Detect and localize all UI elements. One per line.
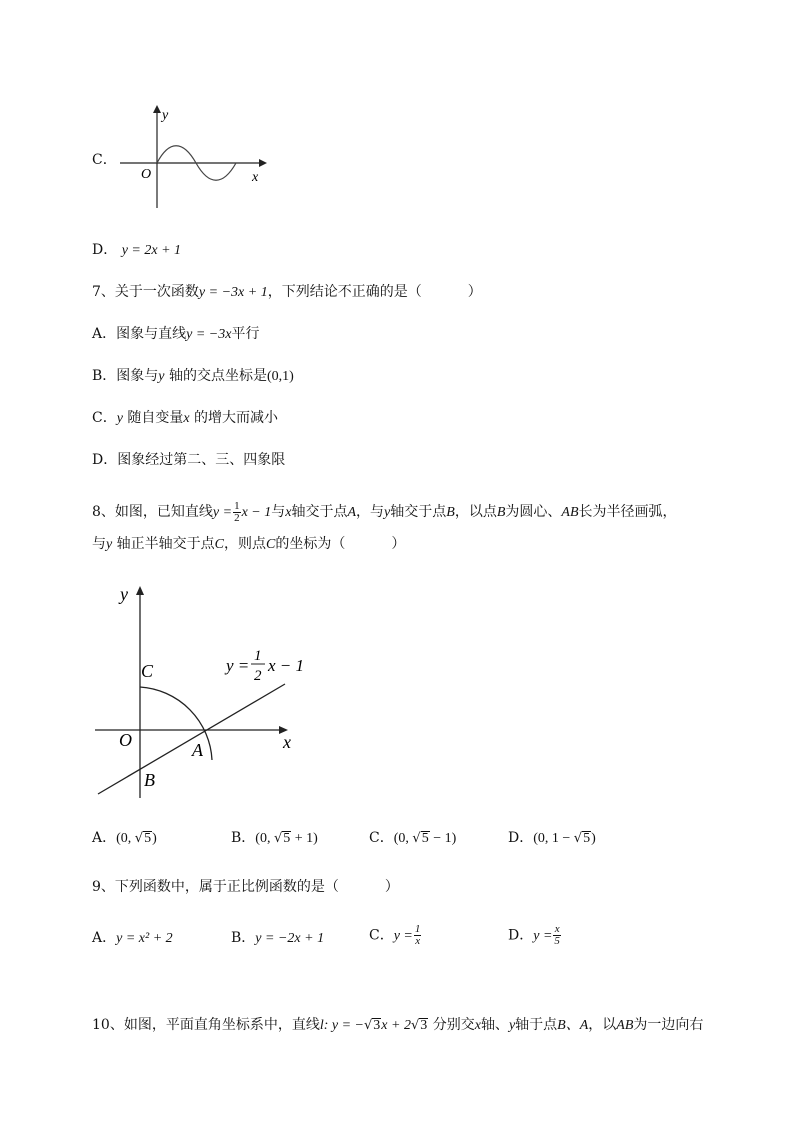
q10-stem-var-y: y (508, 1018, 516, 1033)
q10-number: 10、 (92, 1017, 124, 1033)
q8-fig-line-label-den: 2 (254, 668, 262, 684)
q8-stem-fraction (233, 501, 241, 524)
q7-option-a-label: A． (92, 326, 117, 342)
q8-option-label: B． (231, 830, 256, 846)
q9-number: 9、 (92, 879, 115, 895)
q8-figure (92, 580, 322, 810)
q8-stem-text: 与 (92, 536, 106, 552)
q9-stem-text: 下列函数中，属于正比例函数的是（ (114, 879, 339, 895)
q8-option-radicand: 5 (144, 831, 152, 846)
q8-frac-den: 2 (234, 511, 240, 524)
q10-stem-text: 轴于点 (515, 1017, 558, 1033)
q9-option-a-expr: y = x² + 2 (116, 931, 173, 946)
q7-option-a-tail: 平行 (231, 326, 260, 342)
q8-options (92, 828, 712, 850)
q10-stem-l: l (319, 1018, 324, 1033)
q10-stem-segment: AB (616, 1018, 634, 1033)
q9-option-c-label: C． (369, 927, 394, 944)
q8-option-radicand: 5 (421, 831, 429, 846)
q10-stem-var-x: x (474, 1018, 481, 1033)
q8-stem-text: 长为半径画弧， (578, 504, 677, 520)
q8-option-radicand: 5 (583, 831, 591, 846)
q10-stem-points: B、A (557, 1018, 589, 1033)
q7-option-c-text2: 的增大而减小 (189, 410, 279, 426)
q7-option-c-var2: x (183, 411, 190, 426)
q8-stem-text: 为圆心、 (505, 504, 562, 520)
q9-option-a-label: A． (92, 930, 117, 946)
q6-option-d-expr: y = 2x + 1 (121, 243, 182, 258)
q8-number: 8、 (92, 504, 115, 520)
q9-option-d-num: x (554, 923, 560, 935)
q9-option-c-num: 1 (414, 923, 421, 935)
q8-stem-text: ，以点 (454, 504, 497, 520)
q7-option-c-var1: y (116, 411, 123, 426)
q9-option-d-label: D． (508, 927, 534, 944)
q6-graph-origin: O (141, 167, 152, 182)
q7-stem-prefix: 关于一次函数 (114, 284, 199, 300)
q8-stem-text: 与 (271, 504, 286, 520)
q6-option-c-graph (112, 100, 272, 210)
q7-option-b-var: y (158, 369, 165, 384)
q7-option-a-func: y = −3x (186, 327, 232, 342)
q8-option-post: ) (152, 831, 157, 846)
q8-stem-point-a: A (347, 505, 357, 520)
q7-option-a[interactable] (92, 324, 259, 345)
q7-stem (92, 282, 482, 303)
q7-option-b-text2: 轴的交点坐标是 (164, 368, 267, 384)
q8-stem-line1 (92, 500, 677, 525)
q9-option-a[interactable] (92, 928, 173, 949)
q7-option-d[interactable] (92, 450, 285, 470)
q8-option-post: ) (591, 831, 596, 846)
q8-stem-text: 轴交于点 (291, 504, 348, 520)
sqrt-icon: √ (134, 831, 144, 846)
q8-stem-var-x: x (285, 505, 292, 520)
q7-stem-suffix: ，下列结论不正确的是（ (267, 284, 422, 300)
q8-fig-x-label: x (283, 732, 291, 752)
q8-option-d[interactable] (508, 828, 596, 849)
q7-stem-func: y = −3x + 1 (198, 285, 268, 300)
q8-fig-y-arrow (136, 586, 144, 595)
sqrt-icon: √ (364, 1018, 373, 1033)
q10-stem-text: 分别交 (428, 1017, 475, 1033)
q8-option-pre: (0, (255, 831, 274, 846)
q8-option-post: − 1) (429, 831, 457, 846)
q8-stem-point-b: B (446, 505, 455, 520)
q7-option-c[interactable] (92, 408, 278, 429)
q6-graph-y-label: y (162, 108, 169, 123)
q8-option-pre: (0, (393, 831, 413, 846)
q8-fig-line-label-tail: x − 1 (268, 656, 305, 675)
q9-options (92, 924, 712, 954)
q8-stem-var-y: y (384, 505, 391, 520)
sqrt-icon: √ (273, 831, 283, 846)
q8-stem-segment-ab: AB (561, 505, 579, 520)
q9-option-c-den: x (415, 935, 421, 947)
q6-graph-x-arrow (259, 159, 267, 167)
q10-stem-text: 轴、 (480, 1017, 509, 1033)
q8-stem-text: 轴正半轴交于点 (112, 536, 215, 552)
q9-stem (92, 877, 399, 897)
q6-graph-y-arrow (153, 105, 161, 113)
q8-stem-text: ，与 (356, 504, 385, 520)
q7-option-d-label: D． (92, 452, 118, 468)
q7-paren-close: ） (467, 284, 482, 300)
q8-option-radicand: 5 (283, 831, 291, 846)
q8-option-post: + 1) (291, 831, 318, 846)
q7-option-b-label: B． (92, 368, 117, 384)
q6-option-c-label: C． (92, 152, 117, 168)
q6-option-d-label: D． (92, 242, 118, 258)
q9-option-c-fraction (414, 924, 422, 947)
q7-option-a-text: 图象与直线 (116, 326, 187, 342)
q7-option-d-text: 图象经过第二、三、四象限 (117, 452, 286, 468)
q8-fig-line-label-y: y = (226, 656, 250, 675)
sqrt-icon: √ (573, 831, 583, 846)
q7-option-c-label: C． (92, 410, 117, 426)
q8-option-label: C． (369, 830, 394, 846)
q10-stem-func: x + 2 (381, 1018, 411, 1033)
q8-option-label: A． (92, 830, 117, 846)
q7-option-b-point: (0,1) (266, 369, 294, 384)
q9-option-b-expr: y = −2x + 1 (255, 931, 325, 946)
q8-fig-label-c: C (141, 661, 154, 681)
q6-graph-x-label: x (252, 170, 259, 185)
q10-stem-func: : y = − (323, 1018, 364, 1033)
q7-number: 7、 (92, 284, 115, 300)
q8-fig-origin: O (119, 730, 132, 750)
q8-stem-text: 轴交于点 (390, 504, 447, 520)
q10-stem (92, 1015, 703, 1036)
q8-option-pre: (0, (116, 831, 135, 846)
q9-option-d-fraction (553, 924, 561, 947)
q8-fig-y-label: y (120, 584, 128, 604)
q10-stem-text: ，以 (588, 1017, 617, 1033)
q8-fig-label-b: B (144, 770, 155, 790)
q9-option-b[interactable] (231, 928, 324, 949)
q10-stem-radicand: 3 (420, 1018, 428, 1033)
q8-frac-num: 1 (234, 499, 240, 512)
q8-stem-text: ，则点 (224, 536, 267, 552)
q8-option-pre: (0, 1 − (533, 831, 574, 846)
q6-option-d[interactable] (92, 240, 181, 261)
q8-stem-point-b: B (496, 505, 506, 520)
q8-option-a[interactable] (92, 828, 157, 849)
q7-option-c-text1: 随自变量 (122, 410, 184, 426)
q8-stem-text: 的坐标为（ (275, 536, 346, 552)
q9-option-c[interactable] (369, 924, 422, 947)
q8-stem-var-y: y (106, 537, 113, 552)
q8-stem-line2 (92, 534, 405, 555)
q8-stem-text: 如图，已知直线 (114, 504, 213, 520)
q8-stem-y: y = (212, 505, 233, 520)
q9-option-d[interactable] (508, 924, 562, 947)
q8-option-label: D． (508, 830, 534, 846)
q8-fig-line-label-num: 1 (254, 648, 262, 664)
q8-stem-point-c: C (266, 537, 276, 552)
q9-option-d-y: y = (533, 928, 553, 944)
q7-option-b[interactable] (92, 366, 294, 387)
q8-stem-point-c: C (214, 537, 225, 552)
q10-stem-text: 为一边向右 (633, 1017, 704, 1033)
q9-paren-close: ） (384, 879, 399, 895)
q10-stem-radicand: 3 (373, 1018, 381, 1033)
q8-option-c[interactable] (369, 828, 456, 849)
q9-option-c-y: y = (393, 928, 413, 944)
q7-option-b-text1: 图象与 (116, 368, 159, 384)
q10-stem-text: 如图，平面直角坐标系中，直线 (123, 1017, 320, 1033)
q8-paren-close: ） (391, 536, 406, 552)
sqrt-icon: √ (412, 831, 421, 846)
q9-option-b-label: B． (231, 930, 256, 946)
q8-option-b[interactable] (231, 828, 318, 849)
q8-stem-tail: x − 1 (241, 505, 272, 520)
q8-fig-label-a: A (192, 740, 203, 760)
q9-option-d-den: 5 (554, 935, 560, 947)
sqrt-icon: √ (410, 1018, 420, 1033)
